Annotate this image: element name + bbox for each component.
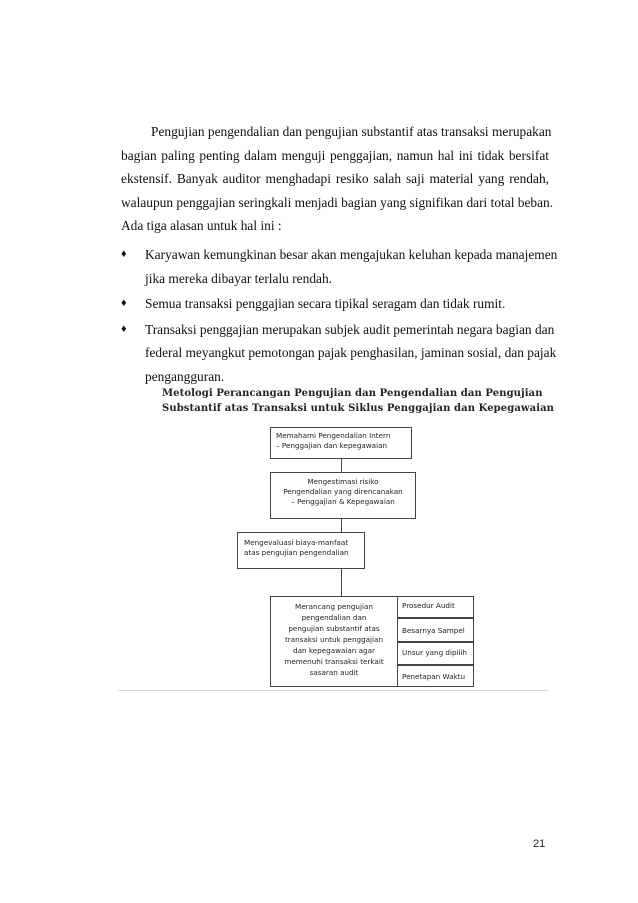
box-text: Mengevaluasi biaya-manfaat — [244, 538, 349, 547]
figure-title-line: Substantif atas Transaksi untuk Siklus Penggajian dan Kepegawaian — [162, 403, 555, 414]
box-text: – Penggajian & Kepegawaian — [291, 497, 395, 506]
intro-paragraph — [121, 120, 554, 238]
paragraph-line: bagian paling penting dalam menguji penggajian, namun hal ini tidak bersifat — [121, 147, 549, 163]
bullet-line: jika mereka dibayar terlalu rendah. — [145, 270, 333, 286]
paragraph-line: Ada tiga alasan untuk hal ini : — [121, 218, 282, 233]
flow-box-evaluate-cost — [237, 532, 365, 569]
box-text: Pengendalian yang direncanakan — [283, 487, 403, 496]
page-number: 21 — [533, 838, 546, 850]
bullet-line: pengangguran. — [145, 368, 225, 384]
box-text: Memahami Pengendalian Intern — [276, 431, 391, 440]
box-text: pengujian substantif atas — [288, 624, 380, 633]
bullet-list — [121, 243, 558, 390]
connector-line — [341, 458, 342, 472]
bullet-line: Karyawan kemungkinan besar akan mengajukan keluhan kepada manajemen — [145, 247, 558, 262]
side-box-timing — [397, 665, 474, 687]
bullet-line: Transaksi penggajian merupakan subjek audit pemerintah negara bagian dan — [145, 321, 555, 337]
paragraph-line: Pengujian pengendalian dan pengujian substantif atas transaksi merupakan — [151, 124, 552, 139]
diamond-bullet-icon: ♦ — [121, 322, 127, 335]
connector-line — [341, 518, 342, 532]
box-text: sasaran audit — [309, 668, 359, 677]
flow-box-design-tests — [270, 596, 398, 687]
flow-box-understand-control — [270, 427, 412, 459]
list-item — [121, 243, 558, 290]
list-item — [121, 292, 549, 316]
box-text: Penetapan Waktu — [402, 672, 466, 681]
box-text: – Penggajian dan kepegawaian — [276, 441, 388, 450]
box-text: pengendalian dan — [301, 613, 367, 622]
paragraph-line: walaupun penggajian seringkali menjadi bagian yang signifikan dari total beban. — [121, 194, 554, 210]
paragraph-line: ekstensif. Banyak auditor menghadapi resiko salah saji material yang rendah, — [121, 171, 549, 186]
figure-title — [162, 386, 554, 416]
box-text: Unsur yang dipilih — [402, 648, 468, 657]
side-box-items-selected — [397, 642, 474, 665]
bullet-line: Semua transaksi penggajian secara tipikal seragam dan tidak rumit. — [145, 296, 506, 311]
box-text: Prosedur Audit — [402, 601, 455, 610]
box-text: dan kepegawaian agar — [293, 646, 375, 655]
connector-line — [341, 568, 342, 596]
flow-box-estimate-risk — [270, 472, 416, 519]
box-text: atas pengujian pengendalian — [244, 548, 349, 557]
diamond-bullet-icon: ♦ — [121, 297, 127, 309]
figure-bottom-divider — [118, 690, 548, 691]
side-box-audit-procedure — [397, 596, 474, 618]
bullet-line: federal meyangkut pemotongan pajak penghasilan, jaminan sosial, dan pajak — [145, 345, 557, 360]
box-text: transaksi untuk penggajian — [284, 635, 384, 644]
box-text: Merancang pengujian — [295, 602, 373, 611]
figure-title-line: Metologi Perancangan Pengujian dan Pengendalian dan Pengujian — [162, 388, 543, 399]
side-box-sample-size — [397, 618, 474, 642]
box-text: Mengestimasi risiko — [307, 477, 379, 486]
box-text: Besarnya Sampel — [402, 626, 465, 635]
diamond-bullet-icon: ♦ — [121, 248, 127, 260]
list-item — [121, 318, 557, 389]
box-text: memenuhi transaksi terkait — [284, 657, 384, 666]
